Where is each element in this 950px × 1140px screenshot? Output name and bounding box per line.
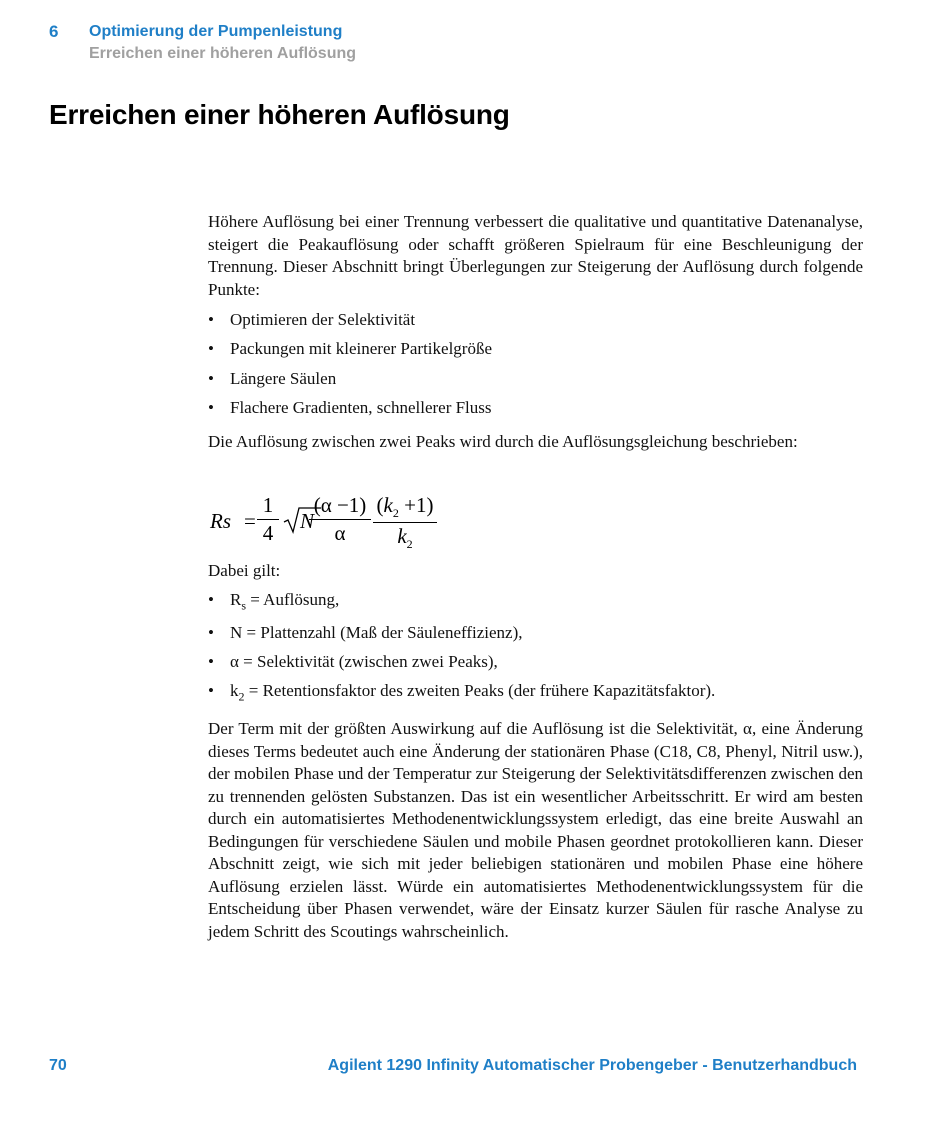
fraction-one-quarter: 1 4 bbox=[257, 493, 279, 546]
chapter-title: Optimierung der Pumpenleistung bbox=[89, 23, 343, 40]
page-title: Erreichen einer höheren Auflösung bbox=[49, 99, 510, 130]
main-paragraph: Der Term mit der größten Auswirkung auf die Auflösung ist die Selektivität, α, eine Änderung dieses Terms bedeutet auch eine Änderung der stationären Phase (C18, C8, Phenyl, Nitril usw.), der mobilen Phase und der Temperatur zur Steigerung der Selektivitätsdifferenzen zwischen den zu trennenden gelösten Substanzen. Das ist ein wesentlicher Arbeitsschritt. Er wird am besten durch ein automatisiertes Methodenentwicklungssystem erledigt, das eine breite Auswahl an Bedingungen für verschiedene Säulen und mobile Phasen geordnet protokollieren kann. Dieser Abschnitt zeigt, wie sich mit jeder beliebigen stationären und mobilen Phase eine höhere Auflösung erzielen lässt. Würde ein automatisiertes Methodenentwicklungssystem für die Entscheidung über Phasen verwendet, wäre der Einsatz kurzer Säulen für rasche Analyse zu jedem Schritt des Scoutings wahrscheinlich. bbox=[208, 719, 863, 941]
formula-equals: = bbox=[244, 509, 256, 533]
section-breadcrumb: Erreichen einer höheren Auflösung bbox=[89, 45, 357, 62]
fraction-alpha: (α −1) α bbox=[309, 493, 371, 546]
where-label: Dabei gilt: bbox=[208, 561, 281, 580]
formula-intro: Die Auflösung zwischen zwei Peaks wird durch die Auflösungsgleichung beschrieben: bbox=[208, 432, 798, 451]
sqrt-argument: N bbox=[300, 509, 315, 533]
formula-lhs: Rs bbox=[210, 509, 231, 533]
footer-doc-title: Agilent 1290 Infinity Automatischer Probengeber - Benutzerhandbuch bbox=[327, 1057, 857, 1074]
page-number: 70 bbox=[49, 1057, 67, 1074]
intro-paragraph: Höhere Auflösung bei einer Trennung verbessert die qualitative und quantitative Datenanalyse, steigert die Peakauflösung oder schafft größeren Spielraum für eine Beschleunigung der Trennung. Dieser Abschnitt bringt Überlegungen zur Steigerung der Auflösung durch folgende Punkte: bbox=[208, 212, 863, 299]
fraction-k2: $(k_2 +1)$ $k_2$ bbox=[373, 493, 437, 552]
chapter-number: 6 bbox=[49, 22, 59, 41]
